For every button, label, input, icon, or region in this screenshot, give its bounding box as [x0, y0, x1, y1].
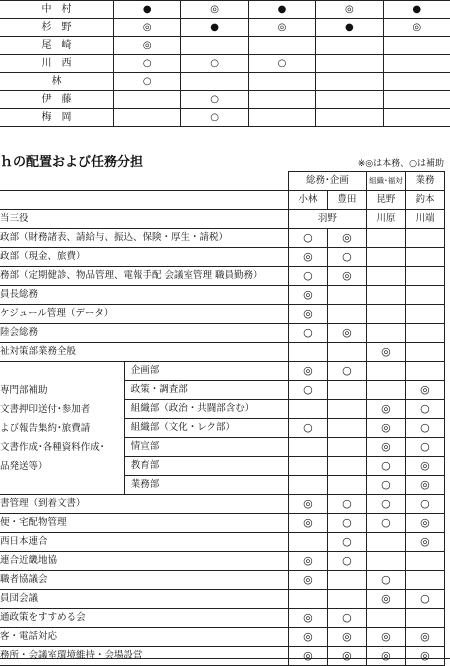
duty-task: 便・宅配物管理 — [0, 514, 288, 533]
duty-mark: ◎ — [288, 495, 327, 514]
duty-mark: ○ — [405, 495, 444, 514]
duty-mark: ◎ — [288, 552, 327, 571]
duty-mark — [366, 324, 405, 343]
duty-mark — [405, 248, 444, 267]
mark-cell — [316, 37, 383, 55]
duty-mark: ◎ — [327, 324, 366, 343]
mark-cell: ○ — [248, 55, 315, 73]
duty-sub-task: 政策・調査部 — [124, 381, 288, 400]
mark-cell: ● — [114, 1, 181, 19]
duty-mark: ◎ — [288, 514, 327, 533]
mark-cell: ○ — [114, 73, 181, 91]
duty-sub-task: 業務部 — [124, 476, 288, 495]
member-row — [0, 109, 450, 127]
duty-row — [0, 647, 445, 666]
duty-sub-task: 組織部（政治・共闘部含む） — [124, 400, 288, 419]
mark-cell — [316, 91, 383, 109]
header-blank — [0, 172, 288, 191]
mark-cell — [316, 73, 383, 91]
duty-mark: ◎ — [405, 457, 444, 476]
duty-mark: ◎ — [405, 476, 444, 495]
mark-cell: ○ — [114, 55, 181, 73]
duty-row — [0, 248, 445, 267]
header-person: 豊田 — [327, 191, 366, 210]
duty-mark: ◎ — [288, 362, 327, 381]
duty-mark: ○ — [288, 229, 327, 248]
duty-mark: ○ — [327, 362, 366, 381]
duty-mark: ◎ — [366, 628, 405, 647]
mark-cell: ○ — [181, 55, 248, 73]
duty-mark: ○ — [366, 457, 405, 476]
duty-mark: ○ — [405, 400, 444, 419]
mark-cell — [181, 37, 248, 55]
duty-mark: ○ — [327, 514, 366, 533]
duty-mark: ○ — [405, 438, 444, 457]
duty-task: 政部（財務諸表、請給与、振込、保険・厚生・請税） — [0, 229, 288, 248]
header-row-groups — [0, 172, 445, 191]
duty-mark: ◎ — [288, 609, 327, 628]
duty-mark: ○ — [366, 514, 405, 533]
duty-task: 連合近畿地協 — [0, 552, 288, 571]
duty-mark — [366, 229, 405, 248]
duty-mark: ○ — [366, 495, 405, 514]
mark-cell — [383, 37, 450, 55]
assignee: 川原 — [366, 210, 405, 229]
duty-mark: ◎ — [288, 305, 327, 324]
duty-task: 書管理（到着文書） — [0, 495, 288, 514]
duty-row — [0, 571, 445, 590]
duty-group-label: 専門部補助 文書押印送付･参加者 よび報告集約･旅費請 文書作成･各種資料作成･ 品発送等） — [0, 362, 124, 495]
duty-mark: ○ — [288, 381, 327, 400]
duty-mark — [366, 381, 405, 400]
duty-assignment-table — [0, 171, 445, 666]
duty-mark — [327, 457, 366, 476]
member-row — [0, 55, 450, 73]
duty-mark — [366, 552, 405, 571]
duty-row — [0, 628, 445, 647]
mark-cell — [114, 109, 181, 127]
member-name: 中 村 — [0, 1, 114, 19]
duty-mark — [327, 286, 366, 305]
duty-mark: ○ — [405, 590, 444, 609]
duty-row — [0, 552, 445, 571]
duty-mark: ○ — [327, 248, 366, 267]
member-name: 梅 岡 — [0, 109, 114, 127]
duty-mark: ○ — [366, 476, 405, 495]
member-row — [0, 1, 450, 19]
duty-mark: ◎ — [327, 647, 366, 666]
duty-mark — [405, 552, 444, 571]
duty-sub-task: 企画部 — [124, 362, 288, 381]
mark-cell — [383, 73, 450, 91]
duty-mark: ◎ — [366, 438, 405, 457]
member-row — [0, 19, 450, 37]
duty-task: 職者協議会 — [0, 571, 288, 590]
header-person: 釣本 — [405, 191, 444, 210]
duty-mark — [405, 267, 444, 286]
section-title: ｈの配置および任務分担 — [0, 155, 144, 170]
mark-cell: ● — [316, 19, 383, 37]
assignees-label: 当三役 — [0, 210, 288, 229]
duty-mark: ○ — [327, 552, 366, 571]
duty-mark — [288, 457, 327, 476]
duty-row — [0, 343, 445, 362]
duty-row — [0, 229, 445, 248]
duty-task: 務所・会議室環境維持・会場設営 — [0, 647, 288, 666]
duty-mark: ◎ — [405, 514, 444, 533]
duty-mark — [366, 248, 405, 267]
mark-cell: ● — [248, 1, 315, 19]
member-name: 杉 野 — [0, 19, 114, 37]
header-group-soshiki: 組織･福対 — [366, 172, 405, 191]
duty-mark — [327, 590, 366, 609]
header-row-people — [0, 191, 445, 210]
duty-mark — [405, 609, 444, 628]
duty-mark — [327, 571, 366, 590]
duty-row — [0, 495, 445, 514]
duty-mark: ◎ — [288, 286, 327, 305]
duty-mark: ○ — [288, 419, 327, 438]
mark-cell: ● — [383, 1, 450, 19]
duty-row — [0, 305, 445, 324]
duty-task: ケジュール管理（データ） — [0, 305, 288, 324]
duty-mark — [405, 571, 444, 590]
header-group-gyomu: 業務 — [405, 172, 444, 191]
duty-task: 陸会総務 — [0, 324, 288, 343]
duty-mark: ○ — [288, 267, 327, 286]
duty-task: 客・電話対応 — [0, 628, 288, 647]
duty-row — [0, 514, 445, 533]
duty-mark: ○ — [405, 419, 444, 438]
mark-cell: ◎ — [383, 19, 450, 37]
assignee: 羽野 — [288, 210, 366, 229]
duty-mark — [288, 590, 327, 609]
member-mark-table — [0, 0, 450, 127]
header-person: 小林 — [288, 191, 327, 210]
mark-cell: ◎ — [114, 37, 181, 55]
duty-row — [0, 286, 445, 305]
duty-mark — [327, 438, 366, 457]
duty-mark — [288, 438, 327, 457]
mark-cell — [248, 109, 315, 127]
member-mark-table-body — [0, 1, 450, 127]
member-name: 伊 藤 — [0, 91, 114, 109]
legend-note: ※◎は本務、○は補助 — [357, 159, 444, 169]
header-row-assignees — [0, 210, 445, 229]
member-row — [0, 73, 450, 91]
duty-mark — [288, 533, 327, 552]
duty-mark: ◎ — [405, 381, 444, 400]
duty-mark — [366, 305, 405, 324]
duty-mark: ◎ — [405, 533, 444, 552]
header-person: 昆野 — [366, 191, 405, 210]
duty-task: 西日本連合 — [0, 533, 288, 552]
duty-mark: ◎ — [327, 267, 366, 286]
member-name: 川 西 — [0, 55, 114, 73]
duty-task: 員団会議 — [0, 590, 288, 609]
duty-mark: ◎ — [288, 647, 327, 666]
member-name: 尾 崎 — [0, 37, 114, 55]
duty-mark: ◎ — [366, 647, 405, 666]
duty-mark — [405, 305, 444, 324]
header-blank — [0, 191, 288, 210]
mark-cell — [383, 109, 450, 127]
duty-mark — [405, 324, 444, 343]
duty-sub-task: 組織部（文化・レク部） — [124, 419, 288, 438]
duty-mark: ◎ — [288, 248, 327, 267]
duty-row — [0, 324, 445, 343]
duty-mark: ○ — [327, 533, 366, 552]
duty-mark — [288, 400, 327, 419]
duty-mark: ◎ — [327, 628, 366, 647]
duty-mark — [327, 305, 366, 324]
duty-mark: ◎ — [405, 628, 444, 647]
mark-cell — [383, 55, 450, 73]
duty-mark — [327, 476, 366, 495]
duty-mark: ◎ — [366, 343, 405, 362]
duty-task: 務部（定期健診、物品管理、電報手配 会議室管理 職員勤務） — [0, 267, 288, 286]
duty-mark: ◎ — [366, 590, 405, 609]
duty-mark — [405, 229, 444, 248]
mark-cell — [383, 91, 450, 109]
duty-mark — [405, 286, 444, 305]
mark-cell — [316, 55, 383, 73]
duty-task: 政部（現金、旅費） — [0, 248, 288, 267]
mark-cell — [248, 91, 315, 109]
duty-mark: ○ — [327, 609, 366, 628]
duty-mark — [366, 609, 405, 628]
mark-cell: ◎ — [114, 19, 181, 37]
duty-row — [0, 267, 445, 286]
mark-cell — [248, 73, 315, 91]
duty-row — [0, 590, 445, 609]
duty-task: 員長総務 — [0, 286, 288, 305]
duty-mark: ◎ — [288, 571, 327, 590]
duty-mark — [327, 400, 366, 419]
duty-sub-row — [0, 362, 445, 381]
member-row — [0, 91, 450, 109]
mark-cell — [181, 73, 248, 91]
duty-mark — [366, 533, 405, 552]
duty-sub-task: 教育部 — [124, 457, 288, 476]
duty-mark — [327, 419, 366, 438]
duty-mark: ◎ — [288, 628, 327, 647]
duty-row — [0, 533, 445, 552]
duty-mark — [327, 343, 366, 362]
duty-mark: ○ — [288, 324, 327, 343]
mark-cell — [114, 91, 181, 109]
header-group-somu: 総務･企画 — [288, 172, 366, 191]
duty-mark — [366, 267, 405, 286]
member-name: 林 — [0, 73, 114, 91]
duty-mark: ○ — [327, 495, 366, 514]
mark-cell: ◎ — [248, 19, 315, 37]
duty-mark: ◎ — [366, 419, 405, 438]
bottom-rule — [0, 658, 450, 659]
mark-cell: ○ — [181, 109, 248, 127]
duty-row — [0, 609, 445, 628]
mark-cell: ◎ — [181, 1, 248, 19]
duty-mark — [405, 362, 444, 381]
mark-cell: ◎ — [316, 1, 383, 19]
duty-mark — [405, 343, 444, 362]
duty-mark — [288, 476, 327, 495]
duty-mark — [288, 343, 327, 362]
mark-cell — [316, 109, 383, 127]
duty-mark: ○ — [366, 571, 405, 590]
duty-mark — [327, 381, 366, 400]
duty-mark: ◎ — [327, 229, 366, 248]
duty-task: 通政策をすすめる会 — [0, 609, 288, 628]
duty-sub-task: 情宣部 — [124, 438, 288, 457]
mark-cell: ● — [181, 19, 248, 37]
member-row — [0, 37, 450, 55]
duty-mark: ◎ — [405, 647, 444, 666]
duty-mark: ◎ — [366, 400, 405, 419]
duty-mark — [366, 286, 405, 305]
duty-mark — [366, 362, 405, 381]
mark-cell — [248, 37, 315, 55]
duty-assignment-table-body — [0, 172, 445, 666]
mark-cell: ○ — [181, 91, 248, 109]
duty-task: 祉対策部業務全般 — [0, 343, 288, 362]
assignee: 川端 — [405, 210, 444, 229]
